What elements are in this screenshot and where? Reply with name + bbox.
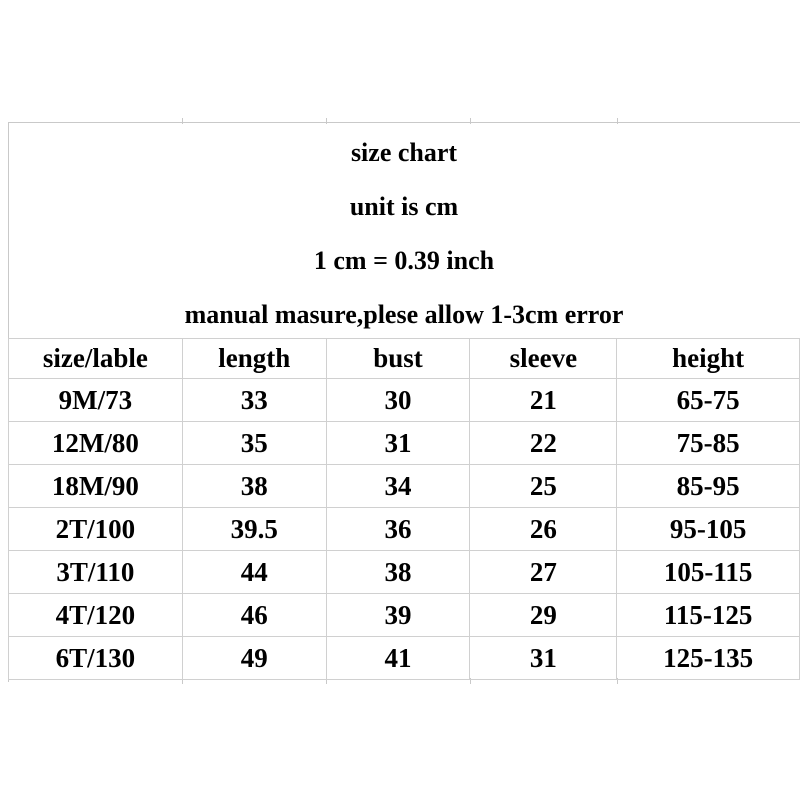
column-header: size/lable xyxy=(9,339,183,379)
table-row xyxy=(9,594,800,637)
sleeve-cell: 27 xyxy=(470,551,617,594)
bust-cell: 34 xyxy=(326,465,470,508)
size-cell: 12M/80 xyxy=(9,422,183,465)
unit-note: unit is cm xyxy=(349,192,459,221)
length-cell: 46 xyxy=(182,594,326,637)
sleeve-cell: 21 xyxy=(470,379,617,422)
table-row xyxy=(9,551,800,594)
bust-cell: 41 xyxy=(326,637,470,680)
bust-cell: 31 xyxy=(326,422,470,465)
size-table xyxy=(8,338,800,680)
height-cell: 95-105 xyxy=(617,508,800,551)
bust-cell: 36 xyxy=(326,508,470,551)
column-header: bust xyxy=(326,339,470,379)
height-cell: 65-75 xyxy=(617,379,800,422)
sleeve-cell: 22 xyxy=(470,422,617,465)
bust-cell: 39 xyxy=(326,594,470,637)
table-header-row xyxy=(9,339,800,379)
column-header: length xyxy=(182,339,326,379)
sleeve-cell: 31 xyxy=(470,637,617,680)
bust-cell: 38 xyxy=(326,551,470,594)
length-cell: 39.5 xyxy=(182,508,326,551)
height-cell: 85-95 xyxy=(617,465,800,508)
length-cell: 35 xyxy=(182,422,326,465)
length-cell: 44 xyxy=(182,551,326,594)
height-cell: 75-85 xyxy=(617,422,800,465)
height-cell: 105-115 xyxy=(617,551,800,594)
sleeve-cell: 25 xyxy=(470,465,617,508)
table-row xyxy=(9,508,800,551)
table-row xyxy=(9,637,800,680)
size-cell: 2T/100 xyxy=(9,508,183,551)
chart-title: size chart xyxy=(350,138,458,167)
size-cell: 6T/130 xyxy=(9,637,183,680)
table-row xyxy=(9,422,800,465)
size-cell: 18M/90 xyxy=(9,465,183,508)
size-cell: 4T/120 xyxy=(9,594,183,637)
conversion-note: 1 cm = 0.39 inch xyxy=(313,246,495,275)
column-header: height xyxy=(617,339,800,379)
size-cell: 9M/73 xyxy=(9,379,183,422)
length-cell: 33 xyxy=(182,379,326,422)
height-cell: 115-125 xyxy=(617,594,800,637)
size-cell: 3T/110 xyxy=(9,551,183,594)
column-header: sleeve xyxy=(470,339,617,379)
height-cell: 125-135 xyxy=(617,637,800,680)
length-cell: 49 xyxy=(182,637,326,680)
sleeve-cell: 26 xyxy=(470,508,617,551)
bust-cell: 30 xyxy=(326,379,470,422)
sleeve-cell: 29 xyxy=(470,594,617,637)
length-cell: 38 xyxy=(182,465,326,508)
chart-header xyxy=(8,122,800,339)
table-row xyxy=(9,379,800,422)
table-row xyxy=(9,465,800,508)
measure-error-note: manual masure,plese allow 1-3cm error xyxy=(184,300,624,329)
